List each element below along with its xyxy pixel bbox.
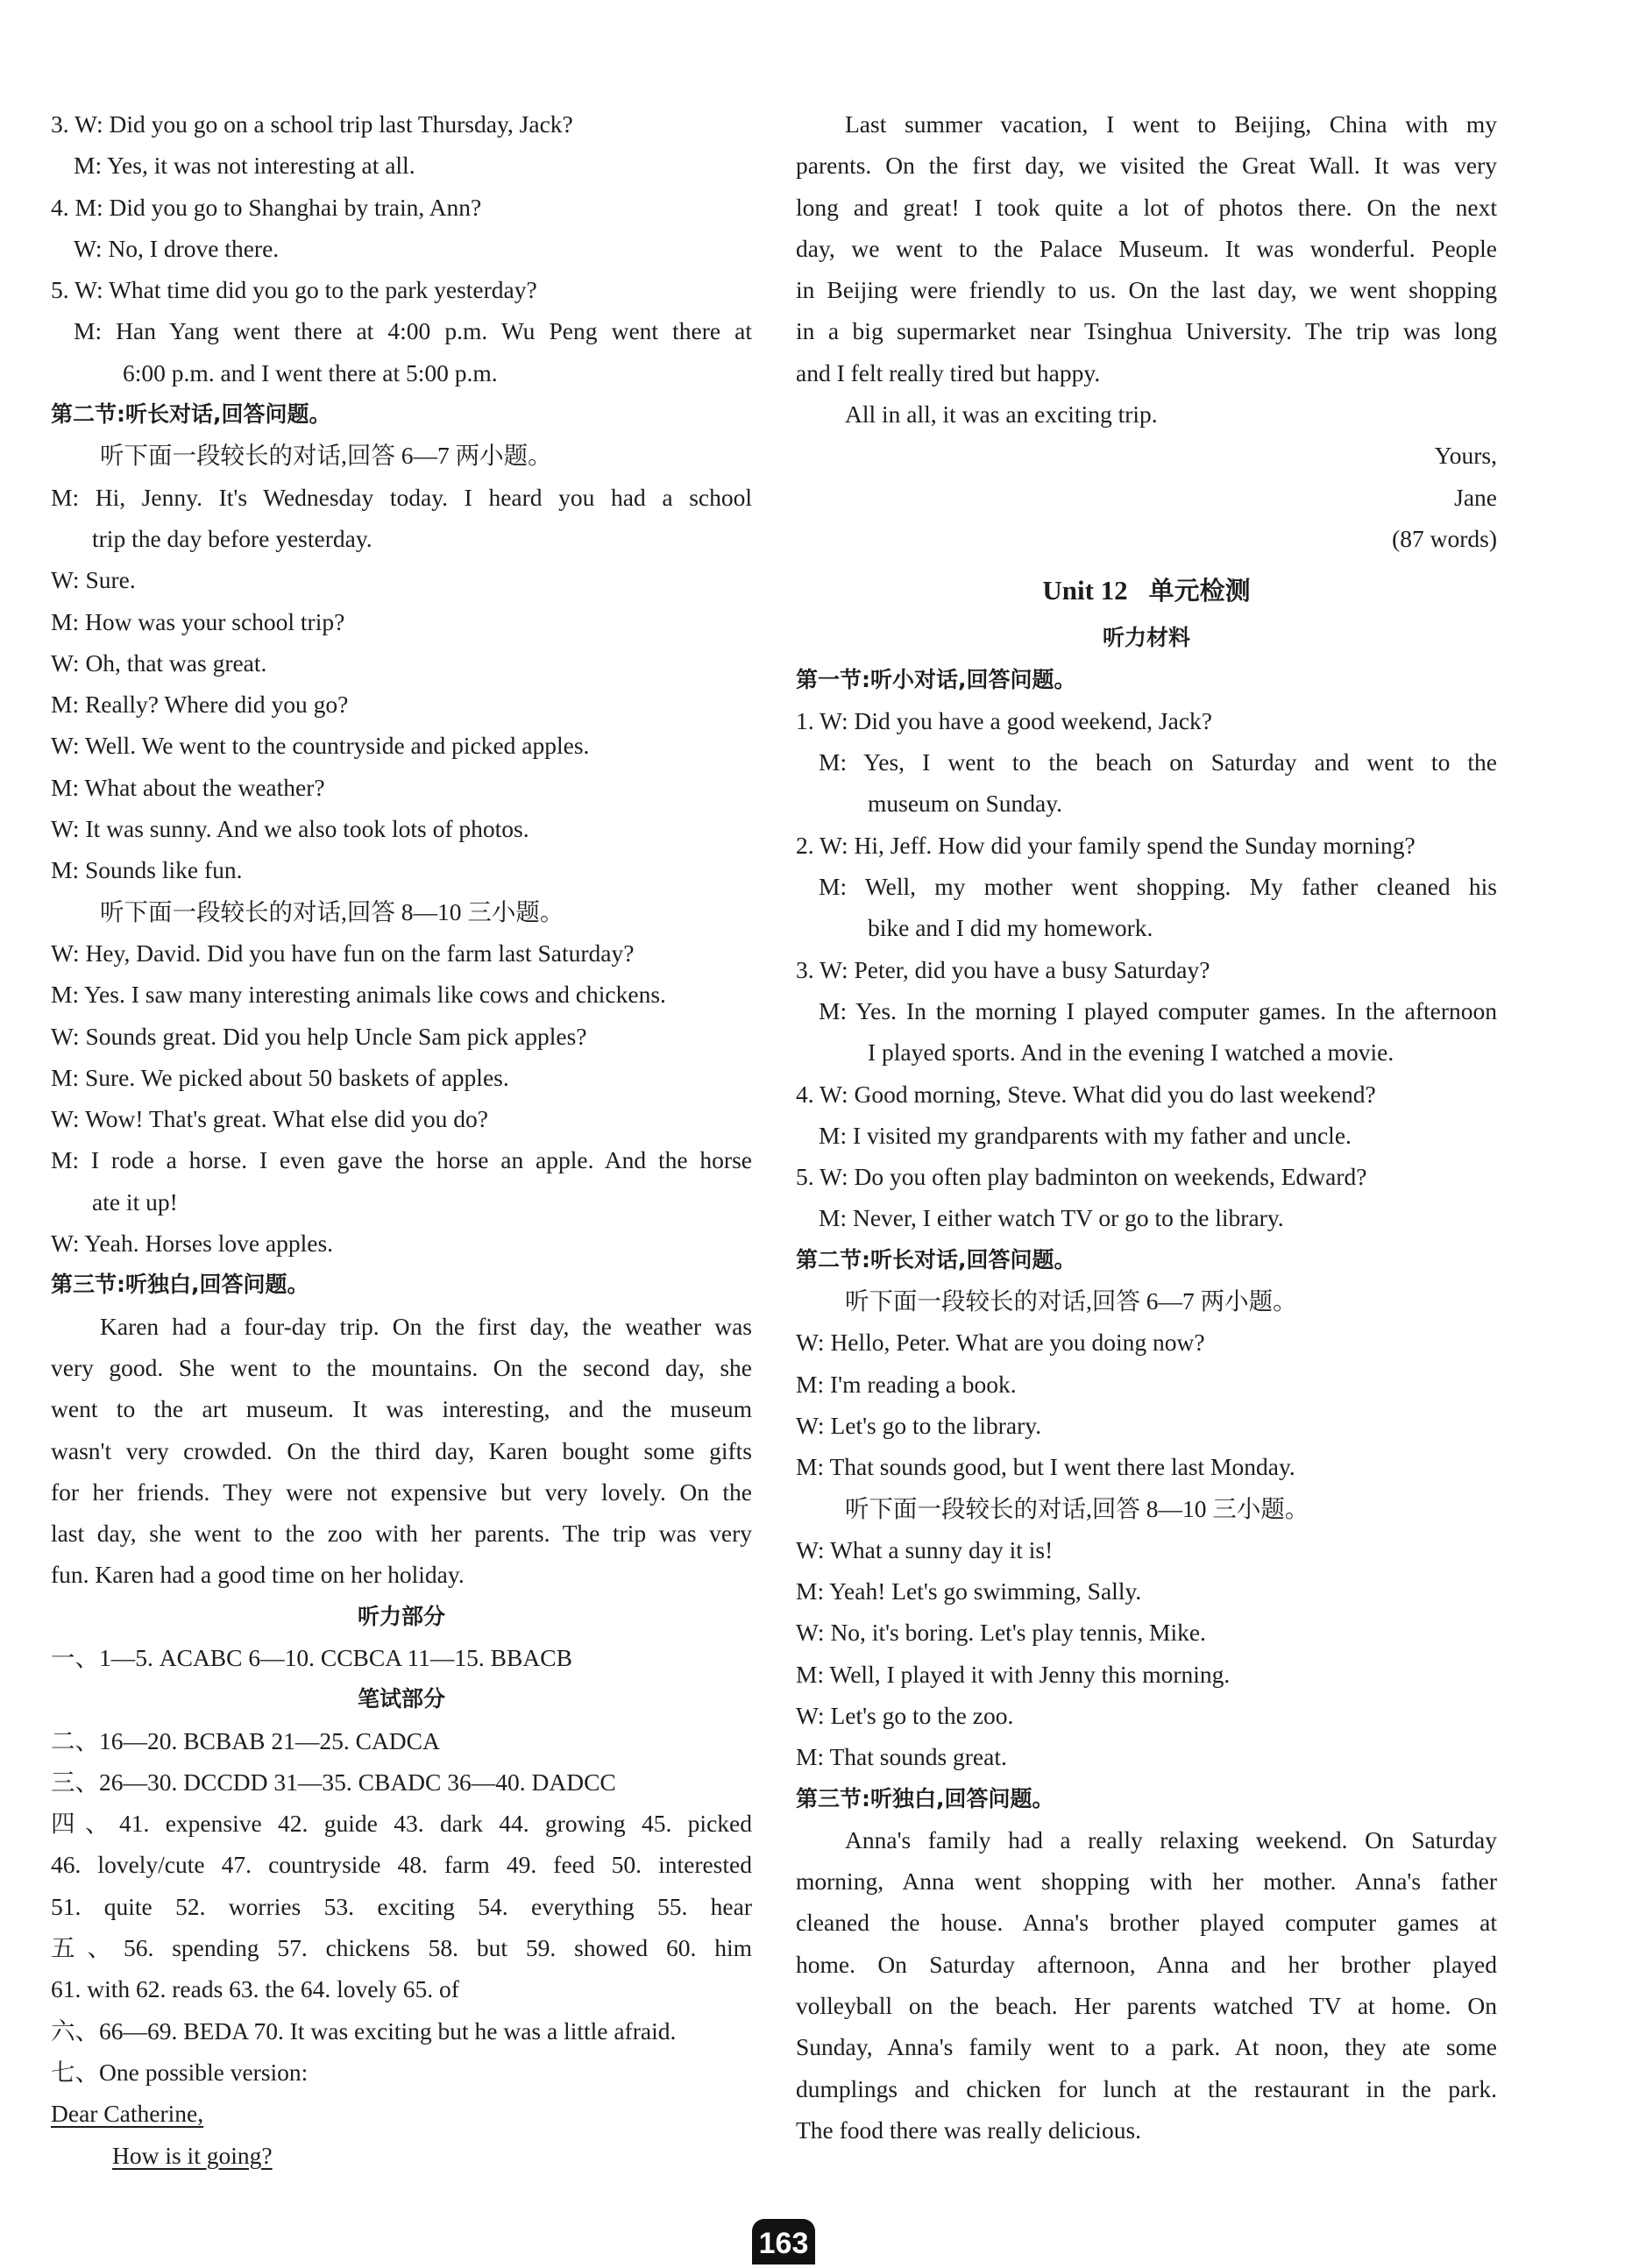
left-line: 51. quite 52. worries 53. exciting 54. everything 55. hear [51,1892,752,1920]
left-line: 46. lovely/cute 47. countryside 48. farm 49. feed 50. interested [51,1851,752,1879]
left-line: 三、26—30. DCCDD 31—35. CBADC 36—40. DADCC [51,1768,616,1796]
right-line: W: Let's go to the zoo. [796,1701,1014,1729]
right-line: cleaned the house. Anna's brother played computer games at [796,1909,1497,1937]
right-line: morning, Anna went shopping with her mother. Anna's father [796,1868,1497,1896]
unit-subtitle: 单元检测 [1148,576,1251,606]
right-line: 5. W: Do you often play badminton on weekends, Edward? [796,1163,1367,1191]
right-line: 1. W: Did you have a good weekend, Jack? [796,706,1212,734]
right-line: 第三节:听独白,回答问题。 [796,1785,1054,1811]
left-line: wasn't very crowded. On the third day, Karen bought some gifts [51,1436,752,1464]
right-line: 听下面一段较长的对话,回答 8—10 三小题。 [845,1494,1309,1522]
left-line: 七、One possible version: [51,2058,309,2086]
right-line: Last summer vacation, I went to Beijing, China with my [845,110,1497,138]
left-line: W: No, I drove there. [74,234,280,262]
left-line: W: Hey, David. Did you have fun on the farm last Saturday? [51,939,635,967]
letter-opening: How is it going? [112,2141,273,2169]
left-line: M: Han Yang went there at 4:00 p.m. Wu Peng went there at [74,317,752,345]
right-line: W: What a sunny day it is! [796,1535,1054,1563]
left-line: M: Yes. I saw many interesting animals like cows and chickens. [51,981,666,1009]
right-line: 4. W: Good morning, Steve. What did you do last weekend? [796,1080,1376,1108]
right-line: 听下面一段较长的对话,回答 6—7 两小题。 [845,1287,1297,1315]
left-line: Dear Catherine, [51,2100,204,2128]
right-line: M: I'm reading a book. [796,1370,1017,1398]
right-line: Yours, [1434,442,1497,470]
right-line: W: Let's go to the library. [796,1411,1042,1439]
left-line: for her friends. They were not expensive but very lovely. On the [51,1478,752,1506]
left-line: 4. M: Did you go to Shanghai by train, Ann? [51,193,482,221]
left-line: M: Yes, it was not interesting at all. [74,152,415,180]
right-line: The food there was really delicious. [796,2116,1142,2144]
right-line: 2. W: Hi, Jeff. How did your family spend the Sunday morning? [796,831,1416,859]
right-line: M: Never, I either watch TV or go to the library. [819,1204,1284,1232]
right-line: M: That sounds good, but I went there last Monday. [796,1453,1295,1481]
right-line: volleyball on the beach. Her parents watched TV at home. On [796,1992,1497,2020]
left-line: 二、16—20. BCBAB 21—25. CADCA [51,1726,440,1754]
left-line: 六、66—69. BEDA 70. It was exciting but he was a little afraid. [51,2016,677,2045]
left-line: 3. W: Did you go on a school trip last Thursday, Jack? [51,110,573,138]
right-line: M: I visited my grandparents with my father and uncle. [819,1121,1352,1149]
right-line: M: Yeah! Let's go swimming, Sally. [796,1577,1142,1605]
right-line: M: Yes. In the morning I played computer games. In the afternoon [819,996,1497,1024]
left-line: 第二节:听长对话,回答问题。 [51,401,331,428]
right-line: parents. On the first day, we visited the Great Wall. It was very [796,152,1497,180]
left-line: W: Sure. [51,566,136,594]
right-line: 第二节:听长对话,回答问题。 [796,1246,1076,1272]
right-line: home. On Saturday afternoon, Anna and her brother played [796,1950,1497,1978]
right-line: W: No, it's boring. Let's play tennis, Mike. [796,1619,1206,1647]
right-line: 第一节:听小对话,回答问题。 [796,666,1076,692]
left-line: 61. with 62. reads 63. the 64. lovely 65. of [51,1975,459,2003]
right-line: and I felt really tired but happy. [796,358,1101,386]
left-line: M: I rode a horse. I even gave the horse an apple. And the horse [51,1146,752,1174]
right-line: M: Well, my mother went shopping. My father cleaned his [819,873,1497,901]
right-line: 3. W: Peter, did you have a busy Saturday? [796,955,1210,983]
left-line: 听下面一段较长的对话,回答 8—10 三小题。 [100,897,564,925]
left-line: W: Wow! That's great. What else did you do? [51,1105,488,1133]
right-line: long and great! I took quite a lot of photos there. On the next [796,193,1497,221]
left-line: 一、1—5. ACABC 6—10. CCBCA 11—15. BBACB [51,1643,572,1671]
left-line [51,2135,752,2176]
right-line: All in all, it was an exciting trip. [845,400,1158,429]
right-line: dumplings and chicken for lunch at the restaurant in the park. [796,2074,1497,2102]
right-line: M: That sounds great. [796,1743,1007,1771]
left-line: M: Hi, Jenny. It's Wednesday today. I heard you had a school [51,483,752,511]
left-line: 听力部分 [357,1603,445,1629]
right-line: 听力材料 [1102,625,1190,651]
right-line: M: Yes, I went to the beach on Saturday and went to the [819,748,1497,776]
left-line: 6:00 p.m. and I went there at 5:00 p.m. [123,358,498,386]
left-line: M: What about the weather? [51,773,325,801]
right-line: in Beijing were friendly to us. On the last day, we went shopping [796,276,1497,304]
left-line: went to the art museum. It was interesting, and the museum [51,1395,752,1423]
left-line: W: Yeah. Horses love apples. [51,1230,334,1258]
left-line: M: Sounds like fun. [51,856,243,884]
left-line: 第三节:听独白,回答问题。 [51,1272,309,1298]
right-line: Anna's family had a really relaxing weekend. On Saturday [845,1825,1497,1853]
left-line: W: Well. We went to the countryside and picked apples. [51,732,590,760]
unit-title: Unit 12 [1042,575,1128,606]
right-line: Jane [1454,483,1497,511]
right-line: day, we went to the Palace Museum. It was wonderful. People [796,234,1497,262]
left-line: 四、41. expensive 42. guide 43. dark 44. growing 45. picked [51,1810,752,1838]
left-line: M: Sure. We picked about 50 baskets of apples. [51,1063,509,1091]
left-line: Karen had a four-day trip. On the first day, the weather was [100,1312,752,1340]
right-line [796,564,1497,617]
right-line: M: Well, I played it with Jenny this morning. [796,1660,1231,1688]
left-line: W: Sounds great. Did you help Uncle Sam pick apples? [51,1022,587,1050]
right-line: I played sports. And in the evening I watched a movie. [868,1038,1394,1067]
left-line: W: It was sunny. And we also took lots of photos. [51,815,529,843]
left-line: 5. W: What time did you go to the park yesterday? [51,276,537,304]
right-column [796,103,1497,2151]
left-line: 笔试部分 [357,1686,445,1712]
left-column [51,103,752,2176]
right-line: museum on Sunday. [868,790,1063,818]
left-line: M: How was your school trip? [51,607,345,635]
right-line: in a big supermarket near Tsinghua University. The trip was long [796,317,1497,345]
left-line: last day, she went to the zoo with her parents. The trip was very [51,1520,752,1548]
left-line: 五、56. spending 57. chickens 58. but 59. showed 60. him [51,1934,752,1962]
left-line: ate it up! [92,1187,178,1216]
left-line: very good. She went to the mountains. On the second day, she [51,1353,752,1381]
left-line: fun. Karen had a good time on her holiday. [51,1561,465,1589]
right-line: bike and I did my homework. [868,914,1153,942]
right-line: W: Hello, Peter. What are you doing now? [796,1329,1205,1357]
page-number: 163 [752,2219,815,2264]
left-line: trip the day before yesterday. [92,524,373,552]
right-line: (87 words) [1392,524,1497,552]
right-line: Sunday, Anna's family went to a park. At noon, they ate some [796,2033,1497,2061]
left-line: W: Oh, that was great. [51,649,267,677]
left-line: M: Really? Where did you go? [51,691,349,719]
left-line: 听下面一段较长的对话,回答 6—7 两小题。 [100,442,552,470]
